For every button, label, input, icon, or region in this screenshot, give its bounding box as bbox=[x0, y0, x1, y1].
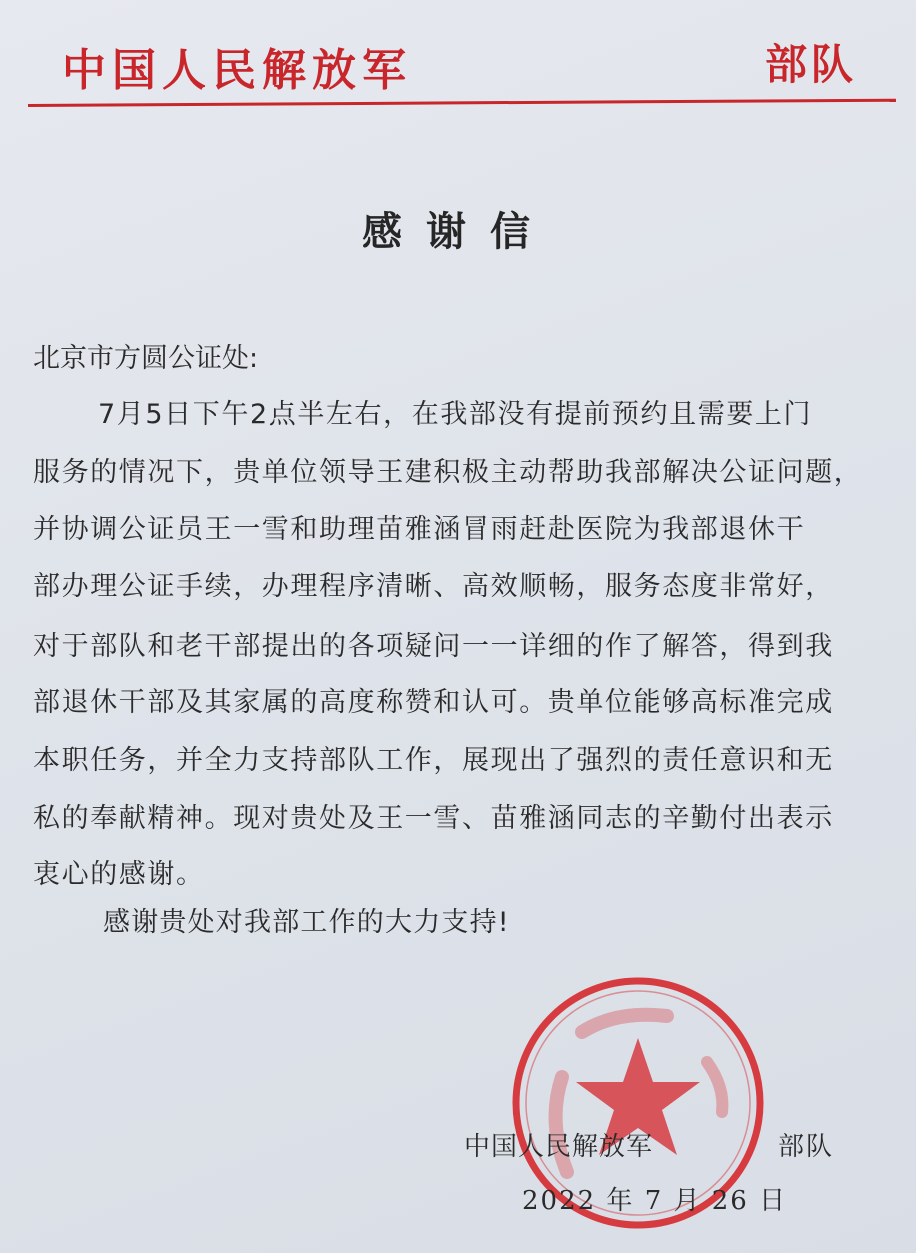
letterhead-unit-suffix: 部队 bbox=[765, 40, 858, 89]
body-line: 服务的情况下，贵单位领导王建积极主动帮助我部解决公证问题， bbox=[33, 457, 863, 488]
letterhead-organization: 中国人民解放军 bbox=[62, 45, 412, 96]
body-line: 并协调公证员王一雪和助理苗雅涵冒雨赶赴医院为我部退休干 bbox=[33, 514, 806, 545]
salutation: 北京市方圆公证处: bbox=[33, 343, 259, 374]
closing-line: 感谢贵处对我部工作的大力支持! bbox=[103, 907, 510, 938]
letter-title: 感谢信 bbox=[362, 209, 554, 255]
body-line: 部办理公证手续，办理程序清晰、高效顺畅，服务态度非常好， bbox=[33, 571, 834, 602]
body-line: 对于部队和老干部提出的各项疑问一一详细的作了解答，得到我 bbox=[33, 631, 834, 662]
body-line: 衷心的感谢。 bbox=[33, 859, 205, 890]
body-line: 本职任务，并全力支持部队工作，展现出了强烈的责任意识和无 bbox=[33, 745, 834, 776]
body-line: 私的奉献精神。现对贵处及王一雪、苗雅涵同志的辛勤付出表示 bbox=[33, 803, 834, 834]
body-line: 7月5日下午2点半左右，在我部没有提前预约且需要上门 bbox=[98, 399, 813, 430]
letterhead-red-rule bbox=[28, 99, 896, 107]
signature-organization: 中国人民解放军 bbox=[464, 1132, 654, 1162]
signature-unit-suffix: 部队 bbox=[778, 1132, 835, 1162]
body-line: 部退休干部及其家属的高度称赞和认可。贵单位能够高标准完成 bbox=[33, 687, 834, 718]
signature-date: 2022 年 7 月 26 日 bbox=[522, 1186, 788, 1216]
